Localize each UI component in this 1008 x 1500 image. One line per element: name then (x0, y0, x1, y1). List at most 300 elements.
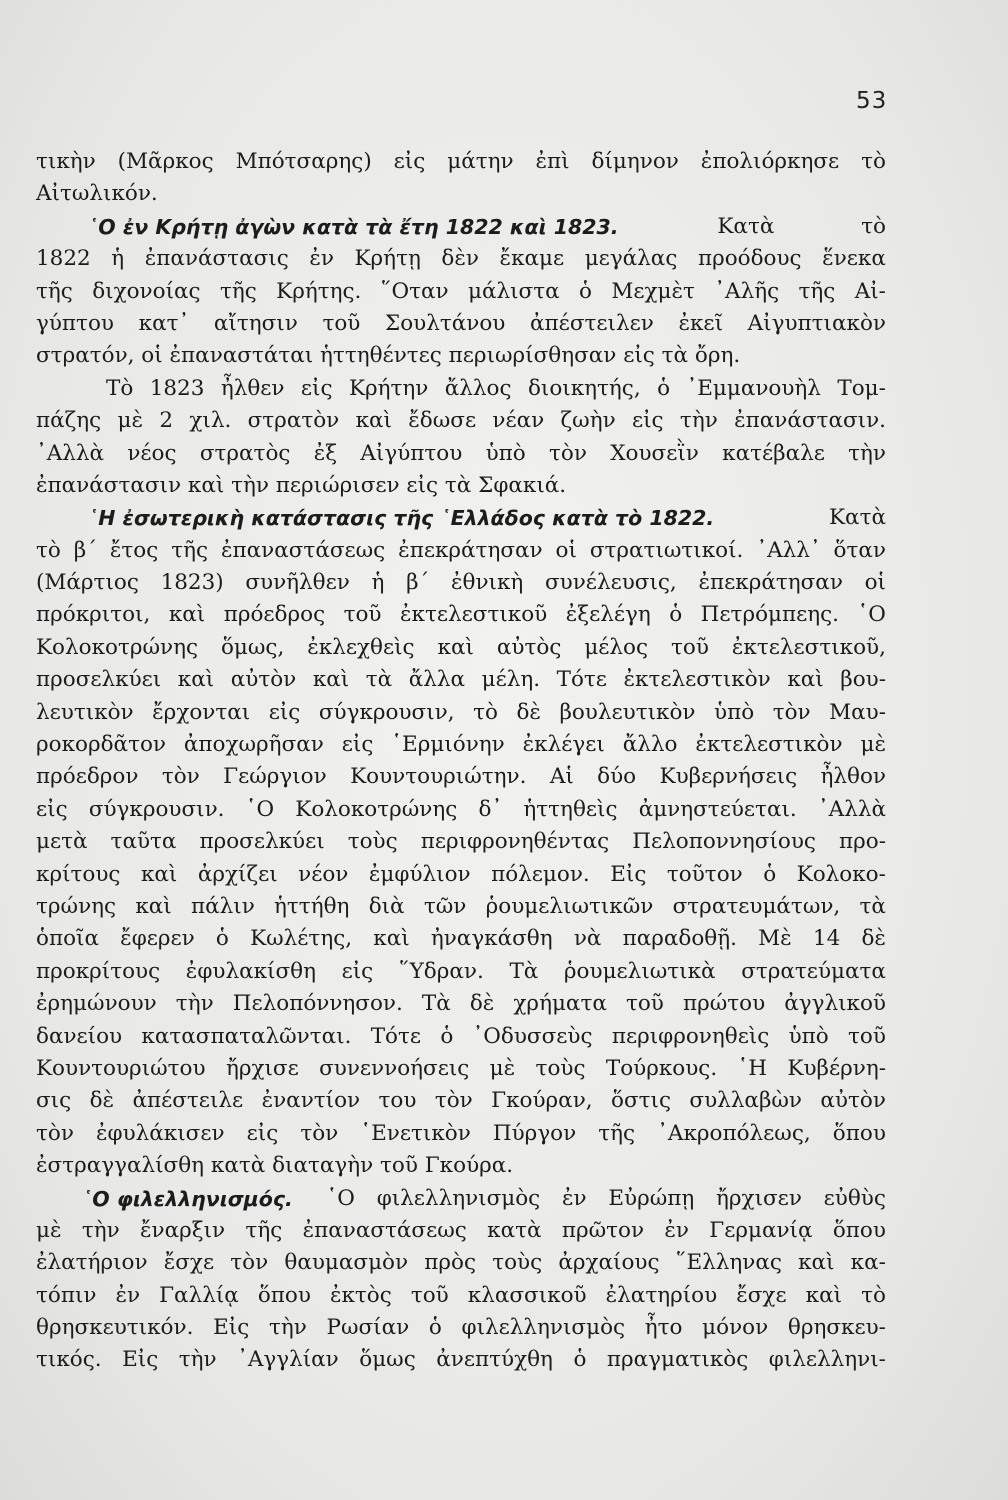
word: 1823 (149, 375, 205, 401)
word: χιλ. (189, 408, 232, 434)
word: ὁ (440, 1023, 454, 1049)
word: τὸν (549, 440, 587, 466)
word: σύγκρουσιν, (318, 699, 455, 725)
word: β΄ (73, 537, 97, 563)
text-line (36, 1280, 886, 1312)
word: εἰς (246, 1120, 279, 1146)
word: χρήματα (513, 991, 607, 1017)
word: προσελκύει (199, 829, 325, 855)
text-line (36, 697, 886, 729)
word: προκρίτους (36, 958, 161, 984)
word: ὅμως (359, 1347, 416, 1373)
word: φιλελληνι- (768, 1347, 886, 1373)
word: Αἱ (549, 764, 574, 790)
word: κρίτους (36, 861, 121, 887)
word: 14 (812, 926, 841, 952)
word: πόλεμον. (491, 861, 590, 887)
text-line (36, 1085, 886, 1117)
word: Χουσεῒν (610, 440, 699, 466)
word: ἐν (115, 1282, 141, 1308)
word: μὲ (860, 732, 886, 758)
word: ἐναντίον (261, 1088, 361, 1114)
text-line (36, 405, 886, 437)
word: Κουντουριώτην. (350, 764, 527, 790)
word: καὶ (437, 634, 474, 660)
word: προόδους (697, 246, 802, 272)
line-text: ἐπανάστασιν καὶ τὴν περιώρισεν εἰς τὰ Σφακιά. (36, 472, 567, 498)
text-line (36, 761, 886, 793)
word: ῞Ελληνας (675, 1250, 782, 1276)
word: Κολοκοτρώνης (295, 796, 458, 822)
word: συνεννοήσεις (319, 1055, 470, 1081)
text-line (36, 211, 886, 243)
word: Τὰ (421, 991, 451, 1017)
word: ὅπου (832, 1120, 886, 1146)
text-line (36, 340, 886, 372)
word: διὰ (368, 893, 405, 919)
word: νέος (127, 440, 177, 466)
text-line (36, 729, 886, 761)
word: ὅταν (833, 537, 886, 563)
word: Αἰ- (854, 278, 886, 304)
word: Πελοποννησίους (632, 829, 816, 855)
word: τοὺς (492, 1250, 543, 1276)
word: ἔρχονται (152, 699, 251, 725)
text-line (36, 1215, 886, 1247)
word: ὁ (657, 375, 671, 401)
word: δανείου (36, 1023, 123, 1049)
word: τὸν (230, 1250, 269, 1276)
word: πρόεδρος (223, 602, 326, 628)
word: ῾Ο (326, 1185, 355, 1211)
word: τῆς (36, 278, 73, 304)
word: νὰ (573, 926, 602, 952)
word: καὶ (168, 602, 206, 628)
word: ἤρχισεν (716, 1185, 802, 1211)
word: ὑπὸ (714, 699, 755, 725)
text-line (36, 794, 886, 826)
word: τῶν (423, 893, 467, 919)
word: τοῦ (671, 634, 709, 660)
word: ῾Ερμιόνην (391, 732, 505, 758)
word: ἔδωσε (408, 408, 477, 434)
word: οἱ (555, 537, 577, 563)
word: μετὰ (36, 829, 88, 855)
word: Γερμανίᾳ (709, 1217, 813, 1243)
text-line (36, 1021, 886, 1053)
word: ἡ (371, 570, 385, 596)
section-heading: ῾Ο φιλελληνισμός. (82, 1186, 293, 1211)
word: Κυβέρνη- (787, 1055, 886, 1081)
word: μόνον (702, 1315, 769, 1341)
word: ἡττήθη (274, 893, 350, 919)
word: ἐκτελεστικοῦ (400, 602, 548, 628)
word: τοῦτον (666, 861, 743, 887)
word: αὐτὸν (230, 667, 297, 693)
word: τοῦ (343, 602, 382, 628)
word: μέλος (584, 634, 649, 660)
section-heading: ῾Ο ἐν Κρήτῃ ἀγὼν κατὰ τὰ ἔτη 1822 καὶ 1823. (88, 214, 619, 239)
word: ἀγγλικοῦ (784, 991, 886, 1017)
word: ἔσχε (736, 1282, 787, 1308)
word: εἰς (300, 375, 333, 401)
word: καὶ (140, 861, 178, 887)
word: ῾Ο (245, 796, 275, 822)
text-line (36, 988, 886, 1020)
word: ὁποῖα (36, 926, 99, 952)
text-line (36, 859, 886, 891)
word: (Μάρτιος (36, 570, 139, 596)
word: εὐθὺς (823, 1185, 886, 1211)
word: ἦλθεν (220, 375, 285, 401)
word: καὶ (798, 1250, 835, 1276)
word: Τότε (370, 1023, 422, 1049)
text-line (36, 1344, 886, 1376)
word: ᾿Εμμανουὴλ (686, 375, 821, 401)
text-line (36, 146, 886, 178)
word: ἐπὶ (535, 149, 570, 174)
word: συνέλευσις, (544, 570, 677, 596)
word: πρὸς (424, 1250, 477, 1276)
word: ὁ (215, 926, 229, 952)
word: μάτην (447, 149, 514, 174)
word: Τούρκους. (605, 1055, 718, 1081)
word: τόπιν (36, 1282, 97, 1308)
text-line (36, 1247, 886, 1279)
word: ἀμνηστεύεται. (638, 796, 797, 822)
word: τοῦ (322, 310, 361, 336)
word: τὸν (772, 699, 811, 725)
word: ἐπανάστασιν. (734, 408, 886, 434)
text-line (36, 632, 886, 664)
word: ἐκτὸς (329, 1282, 392, 1308)
word: Κουντουριώτου (36, 1055, 206, 1081)
word: Γκούραν, (491, 1088, 593, 1114)
word: ἐν (561, 1185, 587, 1211)
word: κατασπαταλῶνται. (141, 1023, 352, 1049)
word: τοὺς (535, 1055, 586, 1081)
word: Εἰς (213, 1315, 250, 1341)
word: κα- (850, 1250, 886, 1276)
word: τὸν (161, 764, 200, 790)
word: ἐπεκράτησαν (398, 537, 543, 563)
word: τοῦ (848, 1023, 886, 1049)
word: ἐπαναστάσεως (220, 537, 386, 563)
word: ἀρχίζει (197, 861, 278, 887)
word: ἐλατηρίου (605, 1282, 718, 1308)
word: ᾿Αλλὰ (817, 796, 886, 822)
word: βου- (840, 667, 886, 693)
word: στρατευμάτων, (672, 893, 841, 919)
word: ᾿Αλλὰ (36, 440, 105, 466)
body-text (36, 146, 886, 1377)
word: πάλιν (190, 893, 255, 919)
word: θαυμασμὸν (284, 1250, 409, 1276)
word: παραδοθῇ. (622, 926, 737, 952)
word: τῆς (245, 1217, 283, 1243)
word: ῥουμελιωτικὰ (563, 958, 716, 984)
word: αὐτὸν (820, 1088, 886, 1114)
line-text: Αἰτωλικόν. (36, 181, 158, 207)
word: τὰ (859, 893, 886, 919)
word: 1823) (160, 570, 224, 596)
word: Εἰς (610, 861, 647, 887)
word: συλλαβὼν (689, 1088, 802, 1114)
word: πρόεδρον (36, 764, 139, 790)
word: πραγματικὸς (606, 1347, 749, 1373)
word: ὅπου (257, 1282, 311, 1308)
word: ἐπανάστασις (144, 246, 289, 272)
text-line (36, 1053, 886, 1085)
word: τὸ (861, 213, 886, 239)
word: ἐκτελεστικὸν (695, 732, 843, 758)
word: θρησκευ- (787, 1315, 886, 1341)
word: δὲ (861, 926, 886, 952)
word: φιλελληνισμὸς (461, 1315, 626, 1341)
word: τὸ (473, 699, 498, 725)
word: μάλιστα (467, 278, 560, 304)
word: τοῦ (410, 1282, 449, 1308)
line-text: στρατόν, οἱ ἐπαναστάται ἡττηθέντες περιωρίσθησαν εἰς τὰ ὄρη. (36, 343, 741, 369)
word: μὲ (36, 1217, 62, 1243)
word: διχονοίας (92, 278, 201, 304)
word: ὑπὸ (485, 440, 526, 466)
word: Μαυ- (829, 699, 886, 725)
word: γύπτου (36, 310, 114, 336)
word: περιφρονηθέντας (420, 829, 610, 855)
word: αὐτὸς (496, 634, 562, 660)
word: δ᾿ (478, 796, 503, 822)
word: στρατεύματα (741, 958, 886, 984)
word: τὴν (175, 991, 214, 1017)
word: Κατὰ (717, 213, 775, 239)
word: ῾Ο (857, 602, 886, 628)
text-line (36, 438, 886, 470)
word: καὶ (373, 926, 410, 952)
word: τικός. (36, 1347, 102, 1373)
word: ἄλλος (444, 375, 512, 401)
word: Κολοκο- (796, 861, 886, 887)
word: ἐρημώνουν (36, 991, 157, 1017)
text-line (36, 1150, 886, 1182)
word: τοὺς (347, 829, 398, 855)
word: ἔφερεν (120, 926, 195, 952)
word: Σουλτάνου (385, 310, 506, 336)
word: τὴν (268, 1315, 307, 1341)
word: τὸν (36, 1120, 74, 1146)
word: πρόκριτοι, (36, 602, 151, 628)
word: κατέβαλε (722, 440, 825, 466)
word: τῆς (171, 537, 209, 563)
word: Μὲ (758, 926, 792, 952)
word: ἔσχε (163, 1250, 215, 1276)
word: Κρήτῃ (354, 246, 421, 272)
word: τὴν (679, 408, 718, 434)
word: λευτικὸν (36, 699, 134, 725)
word: μεγάλας (584, 246, 678, 272)
word: ᾿Οδυσσεὺς (472, 1023, 593, 1049)
word: ἀνεπτύχθη (436, 1347, 553, 1373)
word: ἐκτελεστικὸν (623, 667, 771, 693)
word: σις (36, 1088, 72, 1114)
word: ἡττηθεὶς (523, 796, 618, 822)
text-line (36, 664, 886, 696)
word: ἐφυλακίσθη (185, 958, 316, 984)
word: τρώνης (36, 893, 117, 919)
word: τῆς (219, 278, 257, 304)
word: τῆς (598, 1120, 636, 1146)
text-line (36, 956, 886, 988)
word: Τομ- (837, 375, 886, 401)
word: τοῦ (625, 991, 664, 1017)
word: ἐπαναστάσεως (302, 1217, 467, 1243)
word: εἰς (393, 149, 426, 174)
word: ἐθνικὴ (450, 570, 524, 596)
word: ᾿Αλῆς (714, 278, 780, 304)
word: Γεώργιον (223, 764, 327, 790)
word: τὸ (36, 537, 61, 563)
text-line (36, 276, 886, 308)
word: ὅπου (832, 1217, 886, 1243)
word: τὸν (300, 1120, 339, 1146)
word: 1822 (36, 246, 91, 272)
word: ἠναγκάσθη (430, 926, 553, 952)
word: Κατὰ (829, 505, 886, 531)
word: ἐμφύλιον (368, 861, 471, 887)
word: ὅμως, (220, 634, 285, 660)
word: στρατὸς (199, 440, 291, 466)
text-line (36, 891, 886, 923)
word: ἔκαμε (499, 246, 565, 272)
word: Κολοκοτρώνης (36, 634, 199, 660)
word: κατ᾿ (138, 310, 190, 336)
word: Μεχμὲτ (611, 278, 695, 304)
word: ῥουμελιωτικῶν (485, 893, 654, 919)
word: εἰς (268, 699, 301, 725)
word: β΄ (406, 570, 430, 596)
word: ὁ (669, 602, 683, 628)
text-line (36, 1118, 886, 1150)
text-line (36, 502, 886, 534)
word: δύο (597, 764, 637, 790)
word: ἐξ (313, 440, 338, 466)
text-line (36, 308, 886, 340)
word: Πελοπόννησον. (232, 991, 403, 1017)
word: συνῆλθεν (245, 570, 350, 596)
word: στρατὸν (247, 408, 340, 434)
word: Αἰγυπτιακὸν (747, 310, 886, 336)
text-line (36, 1183, 886, 1215)
word: τὴν (848, 440, 886, 466)
word: Μπότσαρης) (235, 149, 372, 174)
text-line (36, 599, 886, 631)
word: ἐν (664, 1217, 689, 1243)
word: ὑπὸ (788, 1023, 829, 1049)
word: ᾿Αγγλίαν (237, 1347, 339, 1373)
word: ἔναρξιν (140, 1217, 226, 1243)
word: δὲ (469, 991, 495, 1017)
word: ῾Η (737, 1055, 768, 1081)
word: ἀπέστειλε (132, 1088, 244, 1114)
word: τὸν (434, 1088, 473, 1114)
word: ἐπεκράτησαν (698, 570, 843, 596)
word: ἡ (111, 246, 125, 272)
word: καὶ (135, 893, 172, 919)
word: Αἰγύπτου (360, 440, 463, 466)
word: μὲ (489, 1055, 516, 1081)
word: ἔτος (109, 537, 159, 563)
word: τικὴν (36, 149, 96, 174)
word: τὴν (81, 1217, 120, 1243)
word: Ρωσίαν (326, 1315, 410, 1341)
word: βουλευτικὸν (559, 699, 696, 725)
page-number: 53 (856, 88, 888, 114)
word: προ- (838, 829, 886, 855)
text-line (36, 535, 886, 567)
word: πρῶτον (561, 1217, 645, 1243)
word: καὶ (177, 667, 215, 693)
word: ἤρχισε (225, 1055, 299, 1081)
word: σύγκρουσιν. (88, 796, 225, 822)
word: αἴτησιν (213, 310, 298, 336)
word: καὶ (312, 667, 350, 693)
word: ἦτο (644, 1315, 683, 1341)
text-line (36, 826, 886, 858)
word: ῾Ενετικὸν (360, 1120, 471, 1146)
word: ζωὴν (560, 408, 616, 434)
word: Κρήτης. (276, 278, 362, 304)
section-heading: ῾Η ἐσωτερικὴ κατάστασις τῆς ῾Ελλάδος κατὰ τὸ 1822. (88, 506, 715, 531)
word: ὁ (763, 861, 777, 887)
word: θρησκευτικόν. (36, 1315, 194, 1341)
word: καὶ (355, 408, 392, 434)
word: ἀπέστειλεν (530, 310, 654, 336)
word: ῞Οταν (380, 278, 449, 304)
word: ὁ (573, 1347, 587, 1373)
text-line (36, 373, 886, 405)
word: ὅστις (611, 1088, 672, 1114)
word: εἰς (341, 732, 374, 758)
word: (Μᾶρκος (117, 149, 214, 174)
word: ροκορδᾶτον (36, 732, 166, 758)
word: Πύργον (492, 1120, 577, 1146)
word: περιφρονηθεὶς (611, 1023, 770, 1049)
word: ᾿Ακροπόλεως, (657, 1120, 811, 1146)
word: ἦλθον (820, 764, 886, 790)
line-text: ἐστραγγαλίσθη κατὰ διαταγὴν τοῦ Γκούρα. (36, 1153, 514, 1179)
word: νέον (298, 861, 349, 887)
word: φιλελληνισμὸς (376, 1185, 541, 1211)
word: δίμηνον (591, 149, 679, 174)
word: Γαλλίᾳ (159, 1282, 239, 1308)
word: ὁ (428, 1315, 442, 1341)
word: οἱ (864, 570, 886, 596)
word: νέαν (492, 408, 545, 434)
word: καὶ (787, 667, 824, 693)
text-line (36, 1312, 886, 1344)
word: ἀποχωρῆσαν (183, 732, 324, 758)
word: Κωλέτης, (250, 926, 353, 952)
word: στρατιωτικοί. (589, 537, 744, 563)
text-line (36, 470, 886, 502)
word: Εὐρώπῃ (608, 1185, 695, 1211)
word: ἄλλο (622, 732, 678, 758)
word: προσελκύει (36, 667, 162, 693)
word: ἐξελέγη (565, 602, 651, 628)
word: τὰ (365, 667, 393, 693)
word: ἐλατήριον (36, 1250, 148, 1276)
word: Κρήτην (348, 375, 429, 401)
